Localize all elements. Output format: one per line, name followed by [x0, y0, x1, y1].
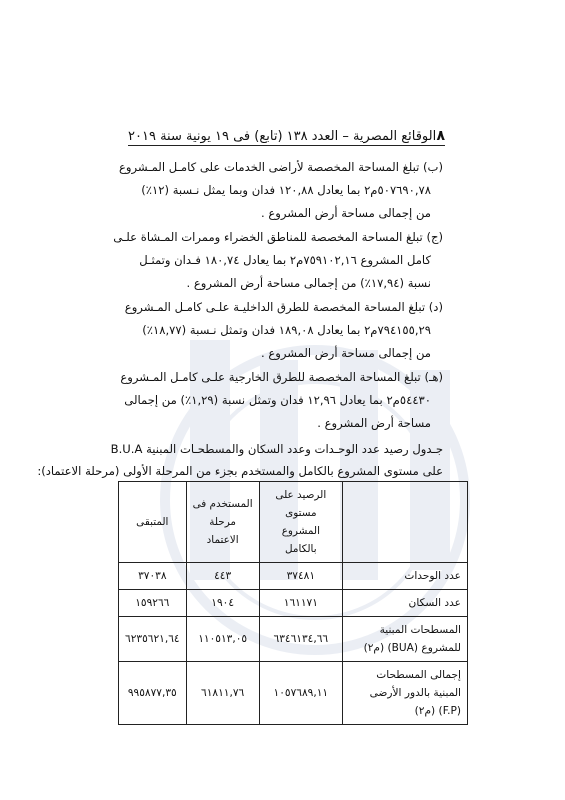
paragraph-line: ٥٠٧٦٩٠,٧٨م٢ بما يعادل ١٢٠,٨٨ فدان وبما يمثل نـسبة (١٢٪) — [141, 183, 431, 197]
paragraph-line: نسبة (١٧,٩٤٪) من إجمالى مساحة أرض المشروع . — [186, 276, 431, 290]
row-label: المسطحات المبنية للمشروع (BUA) (م٢) — [343, 617, 468, 662]
table-caption — [37, 438, 443, 482]
table-cell: ٤٤٣ — [186, 563, 259, 590]
row-label: عدد السكان — [343, 590, 468, 617]
table-row — [119, 617, 468, 662]
publication-title: الوقائع المصرية – العدد ١٣٨ (تابع) فى ١٩ يونية سنة ٢٠١٩ — [128, 129, 437, 144]
table-header-cell — [343, 482, 468, 563]
paragraph-line: (ج) تبلغ المساحة المخصصة للمناطق الخضراء وممرات المـشاة علـى — [113, 230, 443, 244]
table-cell: ٣٧٠٣٨ — [119, 563, 187, 590]
table-cell: ٩٩٥٨٧٧,٣٥ — [119, 662, 187, 725]
row-label: إجمالى المسطحات المبنية بالدور الأرضى (F.P) (م٢) — [343, 662, 468, 725]
table-caption-line: على مستوى المشروع بالكامل والمستخدم بجزء من المرحلة الأولى (مرحلة الاعتماد): — [37, 464, 443, 478]
header-divider — [128, 145, 445, 146]
table-row — [119, 590, 468, 617]
paragraph-line: (هـ) تبلغ المساحة المخصصة للطرق الخارجية علـى كامـل المـشروع — [120, 370, 443, 384]
paragraph-line: ٧٩٤١٥٥,٢٩م٢ بما يعادل ١٨٩,٠٨ فدان وتمثل نـسبة (١٨,٧٧٪) — [142, 323, 431, 337]
table-cell: ١١٠٥١٣,٠٥ — [186, 617, 259, 662]
table-cell: ٣٧٤٨١ — [259, 563, 342, 590]
table-cell: ١٥٩٢٦٦ — [119, 590, 187, 617]
table-header-cell: المتبقى — [119, 482, 187, 563]
table-row — [119, 563, 468, 590]
paragraph-line: مساحة أرض المشروع . — [317, 416, 431, 430]
paragraph-h — [120, 366, 443, 435]
table-cell: ٦٢٣٥٦٢١,٦٤ — [119, 617, 187, 662]
paragraph-j — [113, 226, 443, 295]
table-caption-line: جـدول رصيد عدد الوحـدات وعدد السكان والمسطحـات المبنية B.U.A — [110, 442, 443, 456]
table-header-cell: المستخدم فى مرحلة الاعتماد — [186, 482, 259, 563]
table-cell: ٦٣٤٦١٣٤,٦٦ — [259, 617, 342, 662]
paragraph-line: كامل المشروع ٧٥٩١٠٢,١٦م٢ بما يعادل ١٨٠,٧٤ فـدان وتمثـل — [139, 253, 431, 267]
paragraph-d — [124, 296, 443, 365]
table-cell: ١٩٠٤ — [186, 590, 259, 617]
paragraph-line: (د) تبلغ المساحة المخصصة للطرق الداخليـة علـى كامـل المـشروع — [124, 300, 443, 314]
table-header-row — [119, 482, 468, 563]
page-number: ٨ — [436, 128, 445, 144]
paragraph-line: من إجمالى مساحة أرض المشروع . — [261, 206, 431, 220]
paragraph-line: ٥٤٤٣٠م٢ بما يعادل ١٢,٩٦ فدان وتمثل نسبة (١,٢٩٪) من إجمالى — [124, 393, 431, 407]
page-header — [128, 122, 445, 144]
table-header-cell: الرصيد على مستوى المشروع بالكامل — [259, 482, 342, 563]
table-cell: ١٠٥٧٦٨٩,١١ — [259, 662, 342, 725]
table-cell: ١٦١١٧١ — [259, 590, 342, 617]
balance-table — [118, 481, 468, 725]
table-cell: ٦١٨١١,٧٦ — [186, 662, 259, 725]
paragraph-line: من إجمالى مساحة أرض المشروع . — [261, 346, 431, 360]
paragraph-line: (ب) تبلغ المساحة المخصصة لأراضى الخدمات على كامـل المـشروع — [118, 160, 443, 174]
table-row — [119, 662, 468, 725]
paragraph-b — [118, 156, 443, 225]
row-label: عدد الوحدات — [343, 563, 468, 590]
document-body — [37, 156, 443, 482]
